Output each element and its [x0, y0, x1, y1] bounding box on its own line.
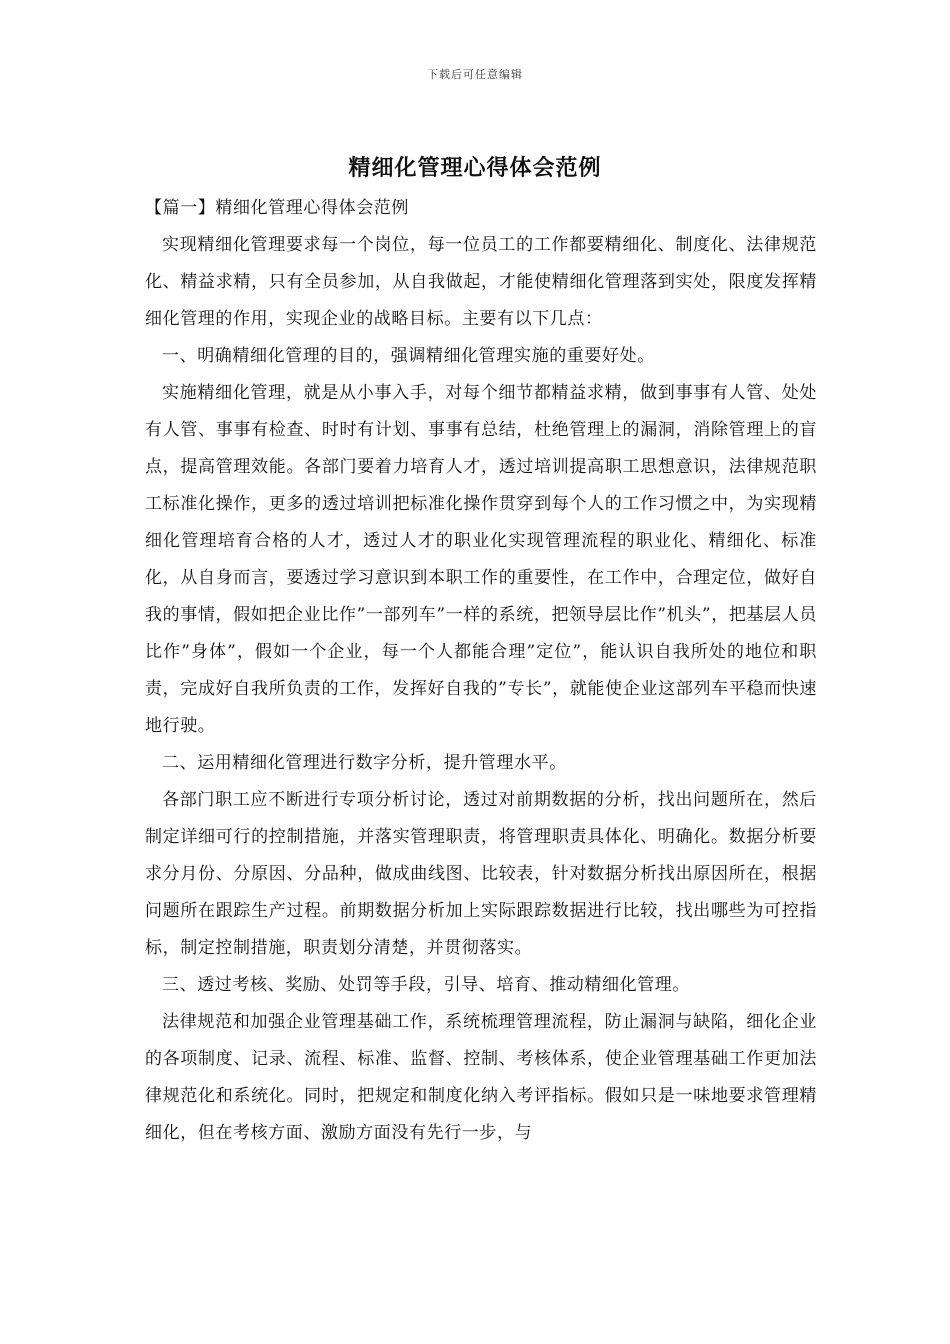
header-note: 下载后可任意编辑	[427, 68, 523, 81]
heading-point-2: 二、运用精细化管理进行数字分析，提升管理水平。	[162, 753, 567, 773]
document-title: 精细化管理心得体会范例	[348, 155, 602, 181]
paragraph-point-3: 法律规范和加强企业管理基础工作，系统梳理管理流程，防止漏洞与缺陷，细化企业的各项制度、记录、流程、标准、监督、控制、考核体系，使企业管理基础工作更加法律规范化和系统化。同时，把规定和制度化纳入考评指标。假如只是一味地要求管理精细化，但在考核方面、激励方面没有先行一步，与	[145, 1012, 817, 1143]
paragraph-point-1: 实施精细化管理，就是从小事入手，对每个细节都精益求精，做到事事有人管、处处有人管、事事有检查、时时有计划、事事有总结，杜绝管理上的漏洞，消除管理上的盲点，提高管理效能。各部门要着力培育人才，透过培训提高职工思想意识，法律规范职工标准化操作，更多的透过培训把标准化操作贯穿到每个人的工作习惯之中，为实现精细化管理培育合格的人才，透过人才的职业化实现管理流程的职业化、精细化、标准化，从自身而言，要透过学习意识到本职工作的重要性，在工作中，合理定位，做好自我的事情，假如把企业比作”一部列车”一样的系统，把领导层比作”机头”，把基层人员比作”身体”，假如一个企业，每一个人都能合理”定位”，能认识自我所处的地位和职责，完成好自我所负责的工作，发挥好自我的”专长”，就能使企业这部列车平稳而快速地行驶。	[145, 383, 817, 736]
paragraph-intro: 实现精细化管理要求每一个岗位，每一位员工的工作都要精细化、制度化、法律规范化、精益求精，只有全员参加，从自我做起，才能使精细化管理落到实处，限度发挥精细化管理的作用，实现企业的战略目标。主要有以下几点：	[145, 235, 817, 329]
heading-point-1: 一、明确精细化管理的目的，强调精细化管理实施的重要好处。	[162, 346, 655, 366]
document-body	[145, 190, 817, 1152]
section-label: 【篇一】精细化管理心得体会范例	[145, 198, 409, 218]
paragraph-point-2: 各部门职工应不断进行专项分析讨论，透过对前期数据的分析，找出问题所在，然后制定详细可行的控制措施，并落实管理职责，将管理职责具体化、明确化。数据分析要求分月份、分原因、分品种，做成曲线图、比较表，针对数据分析找出原因所在，根据问题所在跟踪生产过程。前期数据分析加上实际跟踪数据进行比较，找出哪些为可控指标，制定控制措施，职责划分清楚，并贯彻落实。	[145, 790, 817, 958]
heading-point-3: 三、透过考核、奖励、处罚等手段，引导、培育、推动精细化管理。	[162, 975, 690, 995]
